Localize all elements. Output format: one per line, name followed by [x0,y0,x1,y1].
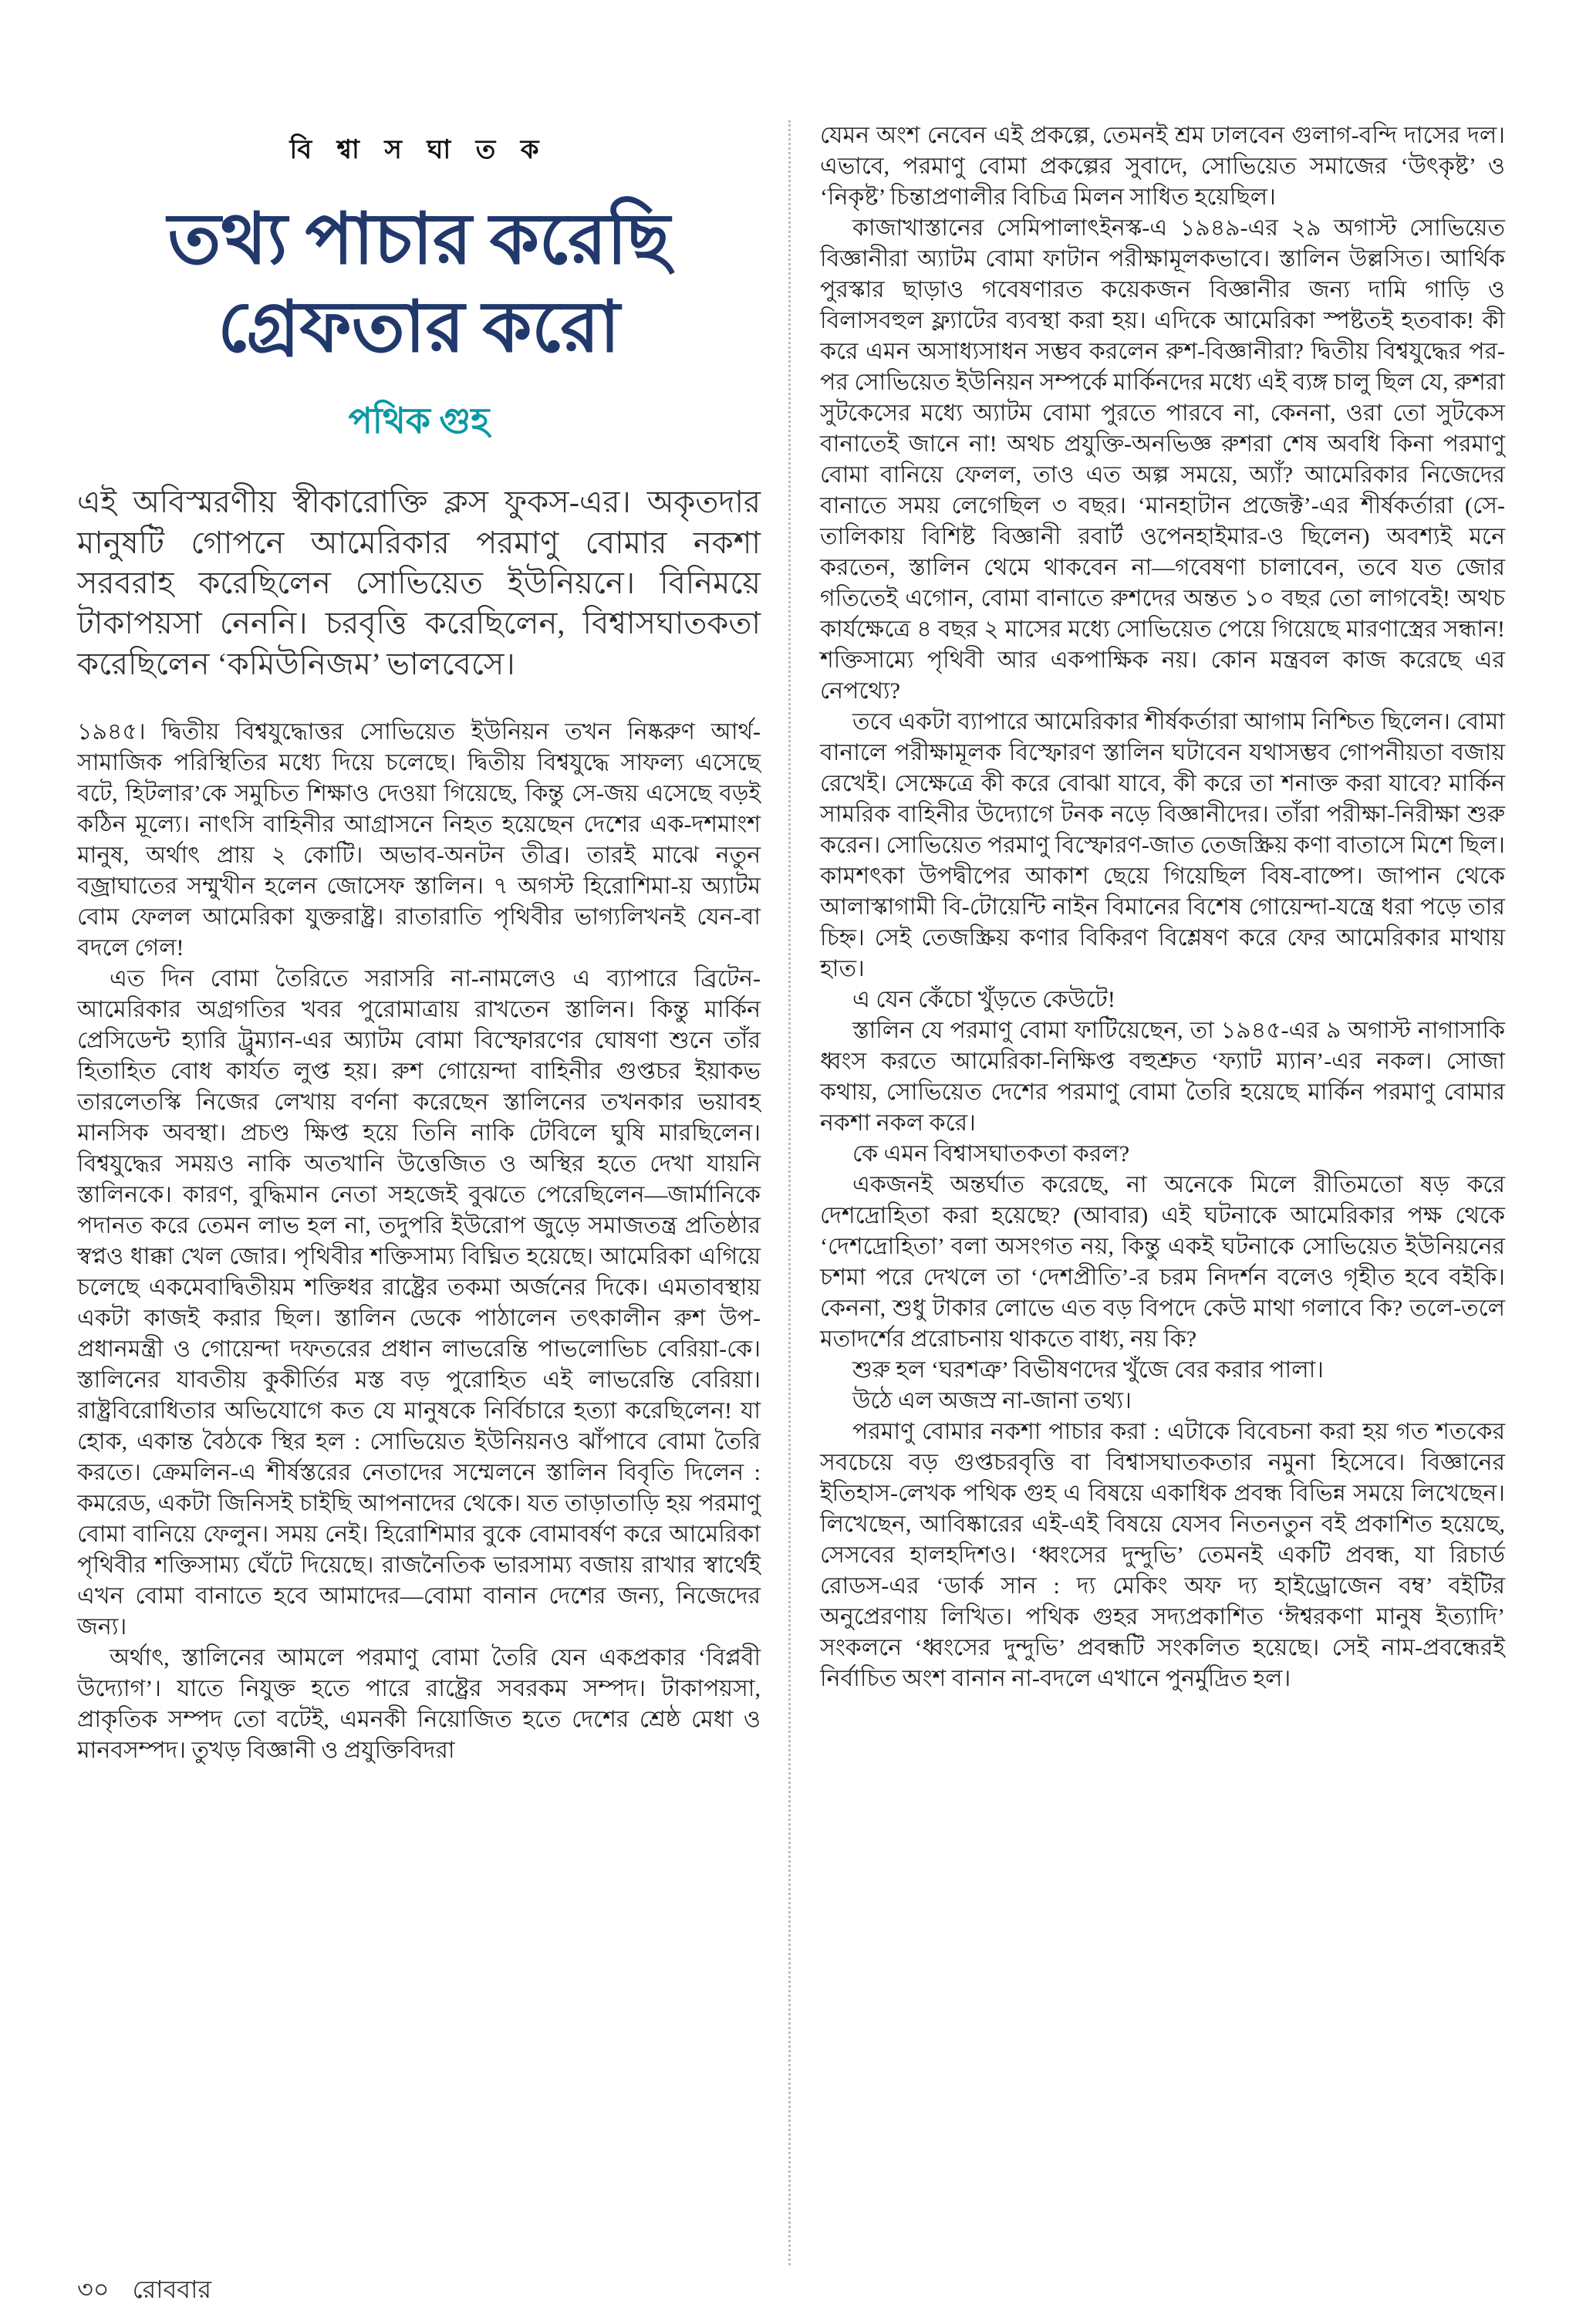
body-paragraph: অর্থাৎ, স্তালিনের আমলে পরমাণু বোমা তৈরি যেন একপ্রকার ‘বিপ্লবী উদ্যোগ’। যাতে নিযুক্ত হতে পারে রাষ্ট্রের সবরকম সম্পদ। টাকাপয়সা, প্রাকৃতিক সম্পদ তো বটেই, এমনকী নিয়োজিত হতে দেশের শ্রেষ্ঠ মেধা ও মানবসম্পদ। তুখড় বিজ্ঞানী ও প্রযুক্তিবিদরা [77,1645,761,1764]
body-paragraph: কে এমন বিশ্বাসঘাতকতা করল? [852,1141,1130,1167]
title-line-2: গ্রেফতার করো [218,288,620,367]
body-paragraph: কাজাখাস্তানের সেমিপালাৎইনস্ক-এ ১৯৪৯-এর ২৯ অগাস্ট সোভিয়েত বিজ্ঞানীরা অ্যাটম বোমা ফাটান পরীক্ষামূলকভাবে। স্তালিন উল্লসিত। আর্থিক পুরস্কার ছাড়াও গবেষণারত কয়েকজন বিজ্ঞানীর জন্য দামি গাড়ি ও বিলাসবহুল ফ্ল্যাটের ব্যবস্থা করা হয়। এদিকে আমেরিকা স্পষ্টতই হতবাক! কী করে এমন অসাধ্যসাধন সম্ভব করলেন রুশ-বিজ্ঞানীরা? দ্বিতীয় বিশ্বযুদ্ধের পর-পর সোভিয়েত ইউনিয়ন সম্পর্কে মার্কিনদের মধ্যে এই ব্যঙ্গ চালু ছিল যে, রুশরা সুটকেসের মধ্যে অ্যাটম বোমা পুরতে পারবে না, কেননা, ওরা তো সুটকেস বানাতেই জানে না! অথচ প্রযুক্তি-অনভিজ্ঞ রুশরা শেষ অবধি কিনা পরমাণু বোমা বানিয়ে ফেলল, তাও এত অল্প সময়ে, অ্যাঁ? আমেরিকার নিজেদের বানাতে সময় লেগেছিল ৩ বছর। ‘মানহাটান প্রজেক্ট’-এর শীর্ষকর্তারা (সে-তালিকায় বিশিষ্ট বিজ্ঞানী রবার্ট ওপেনহাইমার-ও ছিলেন) অবশ্যই মনে করতেন, স্তালিন থেমে থাকবেন না—গবেষণা চালাবেন, তবে যত জোর গতিতেই এগোন, বোমা বানাতে রুশদের অন্তত ১০ বছর তো লাগবেই! অথচ কার্যক্ষেত্রে ৪ বছর ২ মাসের মধ্যে সোভিয়েত পেয়ে গিয়েছে মারণাস্ত্রের সন্ধান! শক্তিসাম্যে পৃথিবী আর একপাক্ষিক নয়। কোন মন্ত্রবল কাজ করেছে এর নেপথ্যে? [820,215,1505,704]
body-paragraph: এ যেন কেঁচো খুঁড়তে কেউটে! [852,987,1115,1012]
title-line-1: তথ্য পাচার করেছি [167,200,670,279]
body-paragraph: স্তালিন যে পরমাণু বোমা ফাটিয়েছেন, তা ১৯৪৫-এর ৯ অগাস্ট নাগাসাকি ধ্বংস করতে আমেরিকা-নিক্ষিপ্ত বহুশ্রুত ‘ফ্যাট ম্যান’-এর নকল। সোজা কথায়, সোভিয়েত দেশের পরমাণু বোমা তৈরি হয়েছে মার্কিন পরমাণু বোমার নকশা নকল করে। [820,1018,1505,1136]
article-standfirst: এই অবিস্মরণীয় স্বীকারোক্তি ক্লস ফুকস-এর। অকৃতদার মানুষটি গোপনে আমেরিকার পরমাণু বোমার নকশা সরবরাহ করেছিলেন সোভিয়েত ইউনিয়নে। বিনিময়ে টাকাপয়সা নেননি। চরবৃত্তি করেছিলেন, বিশ্বাসঘাতকতা করেছিলেন ‘কমিউনিজম’ ভালবেসে। [77,485,761,681]
page-footer [77,2270,211,2312]
body-paragraph: উঠে এল অজস্র না-জানা তথ্য। [852,1388,1132,1414]
body-paragraph: ১৯৪৫। দ্বিতীয় বিশ্বযুদ্ধোত্তর সোভিয়েত ইউনিয়ন তখন নিষ্করুণ আর্থ-সামাজিক পরিস্থিতির মধ্যে দিয়ে চলেছে। দ্বিতীয় বিশ্বযুদ্ধে সাফল্য এসেছে বটে, হিটলার’কে সমুচিত শিক্ষাও দেওয়া গিয়েছে, কিন্তু সে-জয় এসেছে বড়ই কঠিন মূল্যে। নাৎসি বাহিনীর আগ্রাসনে নিহত হয়েছেন দেশের এক-দশমাংশ মানুষ, অর্থাৎ প্রায় ২ কোটি। অভাব-অনটন তীব্র। তারই মাঝে নতুন বজ্রাঘাতের সম্মুখীন হলেন জোসেফ স্তালিন। ৭ অগস্ট হিরোশিমা-য় অ্যাটম বোম ফেলল আমেরিকা যুক্তরাষ্ট্র। রাতারাতি পৃথিবীর ভাগ্যলিখনই যেন-বা বদলে গেল! [77,719,761,961]
left-column [77,130,761,1766]
section-kicker: বি শ্বা স ঘা ত ক [289,136,548,164]
body-paragraph: তবে একটা ব্যাপারে আমেরিকার শীর্ষকর্তারা আগাম নিশ্চিত ছিলেন। বোমা বানালে পরীক্ষামূলক বিস্ফোরণ স্তালিন ঘটাবেন যথাসম্ভব গোপনীয়তা বজায় রেখেই। সেক্ষেত্রে কী করে বোঝা যাবে, কী করে তা শনাক্ত করা যাবে? মার্কিন সামরিক বাহিনীর উদ্যোগে টনক নড়ে বিজ্ঞানীদের। তাঁরা পরীক্ষা-নিরীক্ষা শুরু করেন। সোভিয়েত পরমাণু বিস্ফোরণ-জাত তেজস্ক্রিয় কণা বাতাসে মিশে ছিল। কামশৎকা উপদ্বীপের আকাশ ছেয়ে গিয়েছিল বিষ-বাষ্পে। জাপান থেকে আলাস্কাগামী বি-টোয়েন্টি নাইন বিমানের বিশেষ গোয়েন্দা-যন্ত্রে ধরা পড়ে তার চিহ্ন। সেই তেজস্ক্রিয় কণার বিকিরণ বিশ্লেষণ করে ফের আমেরিকার মাথায় হাত। [820,709,1505,981]
author-byline: পথিক গুহ [348,401,490,441]
column-divider [788,120,791,2265]
body-paragraph: যেমন অংশ নেবেন এই প্রকল্পে, তেমনই শ্রম ঢালবেন গুলাগ-বন্দি দাসের দল। এভাবে, পরমাণু বোমা প্রকল্পের সুবাদে, সোভিয়েত সমাজের ‘উৎকৃষ্ট’ ও ‘নিকৃষ্ট’ চিন্তাপ্রণালীর বিচিত্র মিলন সাধিত হয়েছিল। [820,123,1505,210]
body-paragraph: শুরু হল ‘ঘরশত্রু’ বিভীষণদের খুঁজে বের করার পালা। [852,1357,1325,1383]
body-paragraph: এত দিন বোমা তৈরিতে সরাসরি না-নামলেও এ ব্যাপারে ব্রিটেন-আমেরিকার অগ্রগতির খবর পুরোমাত্রায় রাখতেন স্তালিন। কিন্তু মার্কিন প্রেসিডেন্ট হ্যারি ট্রুম্যান-এর অ্যাটম বোমা বিস্ফোরণের ঘোষণা শুনে তাঁর হিতাহিত বোধ কার্যত লুপ্ত হয়। রুশ গোয়েন্দা বাহিনীর গুপ্তচর ইয়াকভ তারলেতস্কি নিজের লেখায় বর্ণনা করেছেন স্তালিনের তখনকার ভয়াবহ মানসিক অবস্থা। প্রচণ্ড ক্ষিপ্ত হয়ে তিনি নাকি টেবিলে ঘুষি মারছিলেন। বিশ্বযুদ্ধের সময়ও নাকি অতখানি উত্তেজিত ও অস্থির হতে দেখা যায়নি স্তালিনকে। কারণ, বুদ্ধিমান নেতা সহজেই বুঝতে পেরেছিলেন—জার্মানিকে পদানত করে তেমন লাভ হল না, তদুপরি ইউরোপ জুড়ে সমাজতন্ত্র প্রতিষ্ঠার স্বপ্নও ধাক্কা খেল জোর। পৃথিবীর শক্তিসাম্য বিঘ্নিত হয়েছে। আমেরিকা এগিয়ে চলেছে একমেবাদ্বিতীয়ম শক্তিধর রাষ্ট্রের তকমা অর্জনের দিকে। এমতাবস্থায় একটা কাজই করার ছিল। স্তালিন ডেকে পাঠালেন তৎকালীন রুশ উপ-প্রধানমন্ত্রী ও গোয়েন্দা দফতরের প্রধান লাভরেন্তি পাভলোভিচ বেরিয়া-কে। স্তালিনের যাবতীয় কুকীর্তির মস্ত বড় পুরোহিত এই লাভরেন্তি বেরিয়া। রাষ্ট্রবিরোধিতার অভিযোগে কত যে মানুষকে নির্বিচারে হত্যা করেছিলেন! যা হোক, একান্ত বৈঠকে স্থির হল : সোভিয়েত ইউনিয়নও ঝাঁপাবে বোমা তৈরি করতে। ক্রেমলিন-এ শীর্ষস্তরের নেতাদের সম্মেলনে স্তালিন বিবৃতি দিলেন : কমরেড, একটা জিনিসই চাইছি আপনাদের থেকে। যত তাড়াতাড়ি হয় পরমাণু বোমা বানিয়ে ফেলুন। সময় নেই। হিরোশিমার বুকে বোমাবর্ষণ করে আমেরিকা পৃথিবীর শক্তিসাম্য ঘেঁটে দিয়েছে। রাজনৈতিক ভারসাম্য বজায় রাখার স্বার্থেই এখন বোমা বানাতে হবে আমাদের—বোমা বানান দেশের জন্য, নিজেদের জন্য। [77,966,761,1640]
right-column-body [820,120,1505,1694]
left-column-body [77,717,761,1766]
publication-name: রোববার [132,2275,211,2303]
article-title [77,195,761,371]
body-paragraph: পরমাণু বোমার নকশা পাচার করা : এটাকে বিবেচনা করা হয় গত শতকের সবচেয়ে বড় গুপ্তচরবৃত্তি বা বিশ্বাসঘাতকতার নমুনা হিসেবে। বিজ্ঞানের ইতিহাস-লেখক পথিক গুহ এ বিষয়ে একাধিক প্রবন্ধ বিভিন্ন সময়ে লিখেছেন। লিখেছেন, আবিষ্কারের এই-এই বিষয়ে যেসব নিতনতুন বই প্রকাশিত হয়েছে, সেসবের হালহদিশও। ‘ধ্বংসের দুন্দুভি’ তেমনই একটি প্রবন্ধ, যা রিচার্ড রোডস-এর ‘ডার্ক সান : দ্য মেকিং অফ দ্য হাইড্রোজেন বম্ব’ বইটির অনুপ্রেরণায় লিখিত। পথিক গুহর সদ্যপ্রকাশিত ‘ঈশ্বরকণা মানুষ ইত্যাদি’ সংকলনে ‘ধ্বংসের দুন্দুভি’ প্রবন্ধটি সংকলিত হয়েছে। সেই নাম-প্রবন্ধেরই নির্বাচিত অংশ বানান না-বদলে এখানে পুনর্মুদ্রিত হল। [820,1419,1505,1691]
article-header [77,130,761,684]
page-number: ৩০ [77,2275,110,2303]
body-paragraph: একজনই অন্তর্ঘাত করেছে, না অনেকে মিলে রীতিমতো ষড় করে দেশদ্রোহিতা করা হয়েছে? (আবার) এই ঘটনাকে আমেরিকার পক্ষ থেকে ‘দেশদ্রোহিতা’ বলা অসংগত নয়, কিন্তু একই ঘটনাকে সোভিয়েত ইউনিয়নের চশমা পরে দেখলে তা ‘দেশপ্রীতি’-র চরম নিদর্শন বলেও গৃহীত হবে বইকি। কেননা, শুধু টাকার লোভে এত বড় বিপদে কেউ মাথা গলাবে কি? তলে-তলে মতাদর্শের প্ররোচনায় থাকতে বাধ্য, নয় কি? [820,1172,1505,1352]
